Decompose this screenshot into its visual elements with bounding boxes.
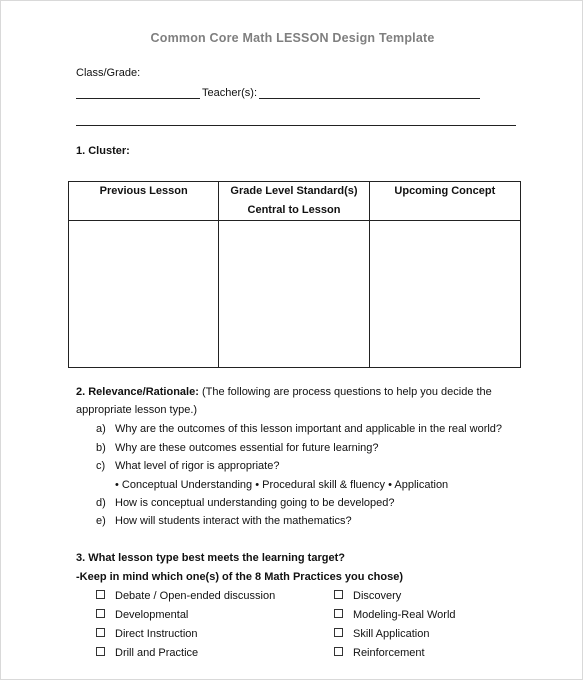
option-label: Drill and Practice bbox=[115, 647, 199, 659]
table-header-row bbox=[69, 182, 521, 221]
lesson-type-heading: 3. What lesson type best meets the learning target? bbox=[76, 552, 345, 564]
upcoming-concept-cell[interactable] bbox=[369, 221, 520, 368]
column-header-grade-level-standards bbox=[219, 182, 369, 221]
column-header-line: Grade Level Standard(s) bbox=[230, 185, 358, 197]
option-label: Developmental bbox=[115, 609, 189, 621]
option-discovery[interactable] bbox=[334, 590, 343, 603]
column-header-previous-lesson: Previous Lesson bbox=[69, 182, 219, 221]
option-direct-instruction[interactable] bbox=[96, 628, 105, 641]
relevance-paragraph bbox=[76, 386, 492, 398]
rigor-options-line: • Conceptual Understanding • Procedural skill & fluency • Application bbox=[115, 479, 449, 491]
checkbox-icon[interactable] bbox=[96, 609, 105, 618]
option-skill-application[interactable] bbox=[334, 628, 343, 641]
relevance-intro-line1: (The following are process questions to help you decide the bbox=[201, 386, 492, 398]
checkbox-icon[interactable] bbox=[334, 628, 343, 637]
checkbox-icon[interactable] bbox=[96, 590, 105, 599]
relevance-heading: 2. Relevance/Rationale: bbox=[76, 386, 199, 398]
document-title: Common Core Math LESSON Design Template bbox=[150, 31, 435, 45]
option-label: Modeling-Real World bbox=[353, 609, 456, 621]
cluster-table bbox=[68, 181, 521, 368]
checkbox-icon[interactable] bbox=[334, 590, 343, 599]
grade-level-standards-cell[interactable] bbox=[219, 221, 369, 368]
previous-lesson-cell[interactable] bbox=[69, 221, 219, 368]
column-header-upcoming-concept: Upcoming Concept bbox=[369, 182, 520, 221]
option-label: Discovery bbox=[353, 590, 402, 602]
list-item: How will students interact with the mathematics? bbox=[115, 515, 352, 527]
option-reinforcement[interactable] bbox=[334, 647, 343, 660]
option-debate[interactable] bbox=[96, 590, 105, 603]
teacher-label: Teacher(s): bbox=[202, 87, 258, 99]
divider-line bbox=[76, 125, 516, 126]
class-grade-line[interactable] bbox=[76, 98, 200, 99]
column-header-line: Central to Lesson bbox=[247, 204, 341, 216]
option-label: Debate / Open-ended discussion bbox=[115, 590, 276, 602]
option-label: Reinforcement bbox=[353, 647, 425, 659]
list-item: What level of rigor is appropriate? bbox=[115, 460, 280, 472]
list-letter: d) bbox=[96, 497, 106, 509]
checkbox-icon[interactable] bbox=[96, 647, 105, 656]
option-drill-and-practice[interactable] bbox=[96, 647, 105, 660]
teacher-line[interactable] bbox=[259, 98, 480, 99]
option-modeling-real-world[interactable] bbox=[334, 609, 343, 622]
option-developmental[interactable] bbox=[96, 609, 105, 622]
list-item: Why are the outcomes of this lesson important and applicable in the real world? bbox=[115, 423, 503, 435]
class-grade-label: Class/Grade: bbox=[76, 67, 141, 79]
checkbox-icon[interactable] bbox=[334, 609, 343, 618]
cluster-heading: 1. Cluster: bbox=[76, 145, 130, 157]
list-letter: e) bbox=[96, 515, 106, 527]
list-letter: a) bbox=[96, 423, 106, 435]
relevance-intro-line2: appropriate lesson type.) bbox=[76, 404, 198, 416]
list-item: How is conceptual understanding going to be developed? bbox=[115, 497, 395, 509]
option-label: Direct Instruction bbox=[115, 628, 198, 640]
option-label: Skill Application bbox=[353, 628, 430, 640]
checkbox-icon[interactable] bbox=[334, 647, 343, 656]
list-letter: c) bbox=[96, 460, 106, 472]
lesson-type-subheading: -Keep in mind which one(s) of the 8 Math Practices you chose) bbox=[76, 571, 403, 583]
checkbox-icon[interactable] bbox=[96, 628, 105, 637]
table-row bbox=[69, 221, 521, 368]
list-item: Why are these outcomes essential for future learning? bbox=[115, 442, 379, 454]
list-letter: b) bbox=[96, 442, 106, 454]
